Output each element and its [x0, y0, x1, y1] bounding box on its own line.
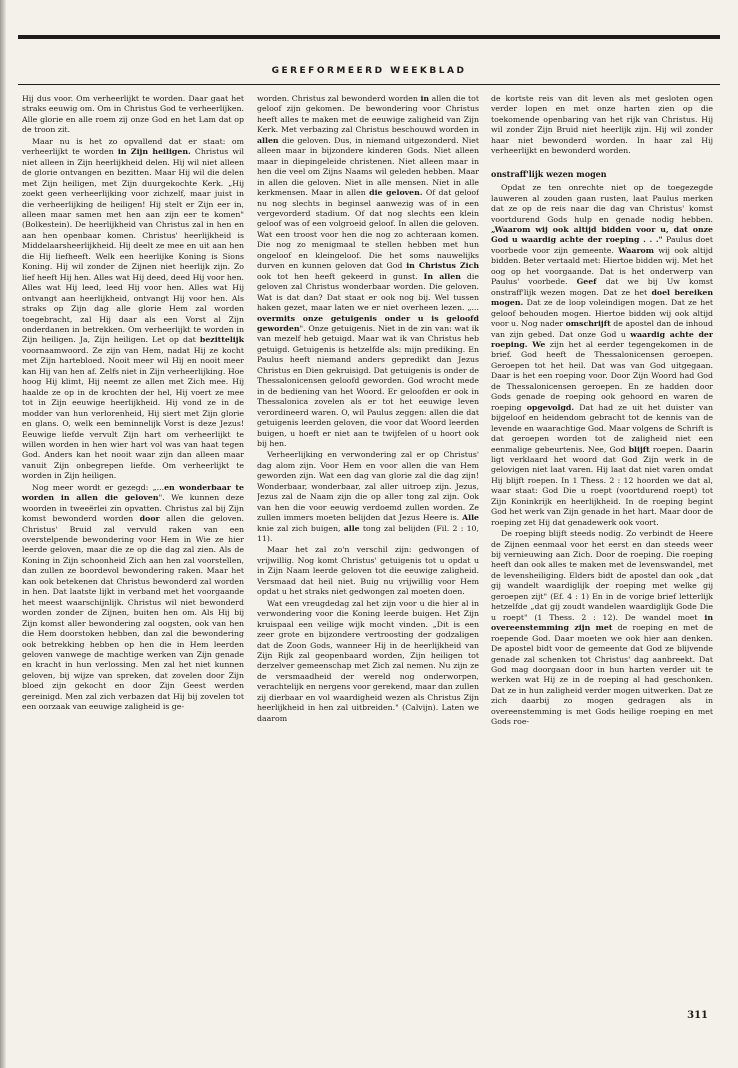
paragraph: Maar nu is het zo opvallend dat er staat: om verheerlijkt te worden in Zijn heiligen. Christus wil niet alleen in Zijn heerlijkheid delen. Hij wil niet alleen de glorie ontvangen en bezitten. Maar Hij wil die delen met Zijn heiligen, met Zijn duurgekochte Kerk. „Hij zoekt geen verheerlijking voor zichzelf, maar juist in die verheerlijking de heiligen! Hij stelt er Zijn eer in, alleen maar samen met hen aan zijn eer te komen" (Bolkestein). De heerlijkheid van Christus zal in hen en aan hen openbaar komen. Christus' heerlijkheid is Middelaarsheerlijkheid. Hij deelt ze mee en uit aan hen die Hij liefheeft. Welk een heerlijke Koning is Sions Koning. Hij wil zonder de Zijnen niet heerlijk zijn. Zo lief heeft Hij hen. Alles wat Hij deed, deed Hij voor hen. Alles wat Hij leed, leed Hij voor hen. Alles wat Hij ontvangt aan heerlijkheid, ontvangt Hij voor hen. Als straks op Zijn dag alle glorie Hem zal worden toegebracht, zal Hij daar als een Vorst al Zijn onderdanen in betrekken. Om verheerlijkt te worden in Zijn heiligen. Ja, Zijn heiligen. Let op dat bezittelijk voornaamwoord. Ze zijn van Hem, nadat Hij ze kocht met Zijn hartebloed. Nooit meer wil Hij en nooit meer kan Hij van hen af. Zelfs niet in Zijn verheerlijking. Hoe hoog Hij klimt, Hij neemt ze allen met Zich mee. Hij haalde ze op in de krochten der hel, Hij voert ze mee tot in Zijn eeuwige heerlijkheid. Hij vond ze in de modder van hun verlorenheid, Hij siert met Zijn glorie en glans. O, welk een beminnelijk Vorst is deze Jezus! Eeuwige liefde vervult Zijn hart om verheerlijkt te willen worden in hen wier hart vol was van haat tegen God. Anders kan het nooit waar zijn dan alleen maar vanuit Zijn onbegrepen liefde. Om verheerlijkt te worden in Zijn heiligen. — [22, 136, 244, 481]
bold-text: in Zijn heiligen. — [117, 147, 191, 157]
paragraph: Hij dus voor. Om verheerlijkt te worden. Daar gaat het straks eeuwig om. Om in Christus God te verheerlijken. Alle glorie en alle roem zij onze God en het Lam dat op de troon zit. — [22, 94, 244, 135]
paragraph: worden. Christus zal bewonderd worden in allen die tot geloof zijn gekomen. De bewondering voor Christus heeft alles te maken met de eeuwige zaligheid van Zijn Kerk. Met verbazing zal Christus beschouwd worden in allen die geloven. Dus, in niemand uitgezonderd. Niet alleen maar in bijzondere kinderen Gods. Niet alleen maar in diepingeleide christenen. Niet alleen maar in hen die veel om Zijns Naams wil geleden hebben. Maar in allen die geloven. Niet in alle mensen. Niet in alle kerkmensen. Maar in allen die geloven. Of dat geloof nu nog slechts in beginsel aanwezig was of in een vergevorderd stadium. Of dat nog slechts een klein geloof was of een volgroeid geloof. In allen die geloven. Wat een troost voor hen die nog zo achteraan komen. Die nog zo menigmaal te stellen hebben met hun ongeloof en kleingeloof. Die het soms nauwelijks durven en kunnen geloven dat God in Christus Zich ook tot hen heeft gekeerd in gunst. In allen die geloven zal Christus wonderbaar worden. Die geloven. Wat is dat dan? Dat staat er ook nog bij. Wel tussen haken gezet, maar laten we er niet overheen lezen. „... overmits onze getuigenis onder u is geloofd geworden". Onze getuigenis. Niet in de zin van: wat ik van mezelf heb getuigd. Maar wat ik van Christus heb getuigd. Getuigenis is hetzelfde als: mijn prediking. En Paulus heeft niemand anders gepredikt dan Jezus Christus en Dien gekruisigd. Dat getuigenis is onder de Thessalonicensen geloofd geworden. God wrocht mede in de bediening van het Woord. Er geloofden er ook in Thessalonica zovelen als er tot het eeuwige leven verordineerd waren. O, wil Paulus zeggen: allen die dat getuigenis leerden geloven, die voor dat Woord leerden buigen, u hoeft er niet aan te twijfelen of u hoort ook bij hen. — [257, 94, 479, 448]
bold-text: in Christus Zich — [406, 261, 479, 271]
paragraph: Opdat ze ten onrechte niet op de toegezegde lauweren al zouden gaan rusten, laat Paulus merken dat ze op de reis naar die dag van Christus' komst voortdurend Gods hulp en genade nodig hebben. „Waarom wij ook altijd bidden voor u, dat onze God u waardig achte der roeping . . ." Paulus doet voorbede voor zijn gemeente. Waarom wij ook altijd bidden. Beter vertaald met: Hiertoe bidden wij. Met het oog op het voorgaande. Dat is het onderwerp van Paulus' voorbede. Geef dat we bij Uw komst onstraff'lijk wezen mogen. Dat ze het doel bereiken mogen. Dat ze de loop voleindigen mogen. Dat ze het geloof behouden mogen. Hiertoe bidden wij ook altijd voor u. Nog nader omschrijft de apostel dan de inhoud van zijn gebed. Dat onze God u waardig achte der roeping. We zijn het al eerder tegengekomen in de brief. God heeft de Thessalonicensen geroepen. Geroepen tot het heil. Dat was van God uitgegaan. Daar is het een roeping voor. Door Zijn Woord had God de Thessalonicensen geroepen. En ze hadden door Gods genade de roeping ook gehoord en waren de roeping opgevolgd. Dat had ze uit het duister van bijgeloof en heidendom gebracht tot de kennis van de levende en waarachtige God. Maar volgens de Schrift is dat geroepen worden tot de zaligheid niet een eenmalige gebeurtenis. Nee, God blijft roepen. Daarin ligt verklaard het woord dat God Zijn werk in de gelovigen niet laat varen. Hij laat dat niet varen omdat Hij blijft roepen. In 1 Thess. 2 : 12 hoorden we dat al, waar staat: God Die u roept (voortdurend roept) tot Zijn Koninkrijk en heerlijkheid. In de roeping begint God het werk van Zijn genade in het hart. Maar door de roeping zet Hij dat genadewerk ook voort. — [491, 183, 713, 527]
paragraph: Nog meer wordt er gezegd: „...en wonderbaar te worden in allen die geloven". We kunnen deze woorden in tweeërlei zin opvatten. Christus zal bij Zijn komst bewonderd worden door allen die geloven. Christus' Bruid zal vervuld raken van een overstelpende bewondering voor Hem in Wie ze hier leerde geloven, maar die ze op die dag zal zien. Als de Koning in Zijn schoonheid Zich aan hen zal voorstellen, dan zullen ze boordevol bewondering raken. Maar het kan ook betekenen dat Christus bewonderd zal worden in hen. Dat laatste lijkt in verband met het voorgaande het meest waarschijnlijk. Christus wil niet bewonderd worden zonder de Zijnen, buiten hen om. Als Hij bij Zijn komst aller bewondering zal oogsten, ook van hen die Hem doorstoken hebben, dan zal die bewondering ook betrekking hebben op hen die in Hem leerden geloven vanwege de machtige werken van Zijn genade en kracht in hun verlossing. Men zal het niet kunnen geloven, bij wijze van spreken, dat zovelen door Zijn bloed zijn gekocht en door Zijn Geest werden gereinigd. Men zal zich verbazen dat Hij bij zovelen tot een oorzaak van eeuwige zaligheid is ge- — [22, 482, 244, 712]
bold-text: in — [420, 94, 430, 103]
paragraph: Verheerlijking en verwondering zal er op Christus' dag alom zijn. Voor Hem en voor allen die van Hem geworden zijn. Wat een dag van glorie zal die dag zijn! Wonderbaar, wonderbaar, zal aller uitroep zijn. Jezus, Jezus zal de Naam zijn die op aller tong zal zijn. Ook van hen die voor eeuwig verdoemd zullen worden. Ze zullen immers moeten belijden dat Jezus Heere is. Alle knie zal zich buigen, alle tong zal belijden (Fil. 2 : 10, 11). — [257, 450, 479, 544]
bold-text: allen — [257, 135, 279, 145]
bold-text: doel bereiken mogen. — [491, 287, 713, 308]
column-3-body — [491, 183, 713, 728]
bold-text: overmits onze getuigenis onder u is geloofd geworden — [257, 313, 479, 333]
page-number: 311 — [687, 1010, 708, 1021]
scan-edge — [0, 0, 6, 1068]
column-2 — [257, 94, 479, 1034]
paragraph: Wat een vreugdedag zal het zijn voor u die hier al in verwondering voor die Koning leerde buigen. Het Zijn kruispaal een veilige wijk mocht vinden. „Dit is een zeer grote en bijzondere vertroosting der godzaligen dat de Zoon Gods, wanneer Hij in de heerlijkheid van Zijn Rijk zal geopenbaard worden, Zijn heiligen tot derzelver gemeenschap met Zich zal nemen. Nu zijn ze de versmaadheid der wereld nog onderworpen, verachtelijk en nergens voor gerekend, maar dan zullen zij dierbaar en vol waardigheid wezen als Christus Zijn heerlijkheid in hen zal uitbreiden." (Calvijn). Laten we daarom — [257, 598, 479, 723]
header-rule — [18, 84, 720, 85]
running-header: GEREFORMEERD WEEKBLAD — [271, 66, 467, 76]
paragraph: de kortste reis van dit leven als met gesloten ogen verder lopen en met onze harten zien op die toekomende openbaring van het rijk van Christus. Hij wil zonder Zijn Bruid niet heerlijk zijn. Hij wil zonder haar niet bewonderd worden. In haar zal Hij verheerlijkt en bewonderd worden. — [491, 94, 713, 156]
top-rule — [18, 35, 720, 39]
bold-text: Alle — [462, 513, 479, 523]
bold-text: bezittelijk — [199, 335, 244, 345]
bold-text: en wonderbaar te worden in allen die geloven — [22, 482, 244, 503]
bold-text: door — [139, 514, 160, 524]
bold-text: Geef — [576, 277, 597, 287]
bold-text: die geloven. — [369, 188, 423, 198]
paragraph: Maar het zal zo'n verschil zijn: gedwongen of vrijwillig. Nog komt Christus' getuigenis tot u opdat u in Zijn Naam leerde geloven tot die eeuwige zaligheid. Versmaad dat heil niet. Buig nu vrijwillig voor Hem opdat u het straks niet gedwongen zal moeten doen. — [257, 545, 479, 597]
column-3-intro — [491, 94, 713, 157]
bold-text: omschrijft — [565, 319, 611, 329]
section-subheading: onstraff'lijk wezen mogen — [491, 168, 607, 179]
bold-text: opgevolgd. — [526, 402, 575, 412]
bold-text: alle — [343, 523, 360, 533]
bold-text: waardig achte der roeping. We — [491, 329, 713, 349]
bold-text: in overeenstemming zijn met — [491, 612, 713, 633]
paragraph: De roeping blijft steeds nodig. Zo verbindt de Heere de Zijnen eenmaal voor het eerst en dan steeds weer bij vernieuwing aan Zich. Door de roeping. Die roeping heeft dan ook alles te maken met de levenswandel, met de levensheiliging. Elders bidt de apostel dan ook „dat gij wandelt waardiglijk der roeping met welke gij geroepen zijt" (Ef. 4 : 1) En in de vorige brief letterlijk hetzelfde „dat gij zoudt wandelen waardiglijk Gode Die u roept" (1 Thess. 2 : 12). De wandel moet in overeenstemming zijn met de roeping en met de roepende God. Daar moeten we ook hier aan denken. De apostel bidt voor de gemeente dat God ze blijvende genade zal schenken tot Christus' dag aanbreekt. Dat God mag doorgaan door in hun harten verder uit te werken wat Hij ze in de roeping al had geschonken. Dat ze in hun zaligheid verder mogen uitwerken. Dat ze zich daarbij zo mogen gedragen als in overeenstemming is met Gods heilige roeping en met Gods roe- — [491, 529, 713, 727]
bold-text: Waarom — [618, 245, 655, 255]
bold-text: „Waarom wij ook altijd bidden voor u, dat onze God u waardig achte der roeping . . ." — [491, 224, 713, 245]
bold-text: In allen — [423, 271, 461, 281]
column-3 — [491, 94, 713, 1034]
bold-text: blijft — [628, 444, 650, 454]
column-1 — [22, 94, 244, 1034]
